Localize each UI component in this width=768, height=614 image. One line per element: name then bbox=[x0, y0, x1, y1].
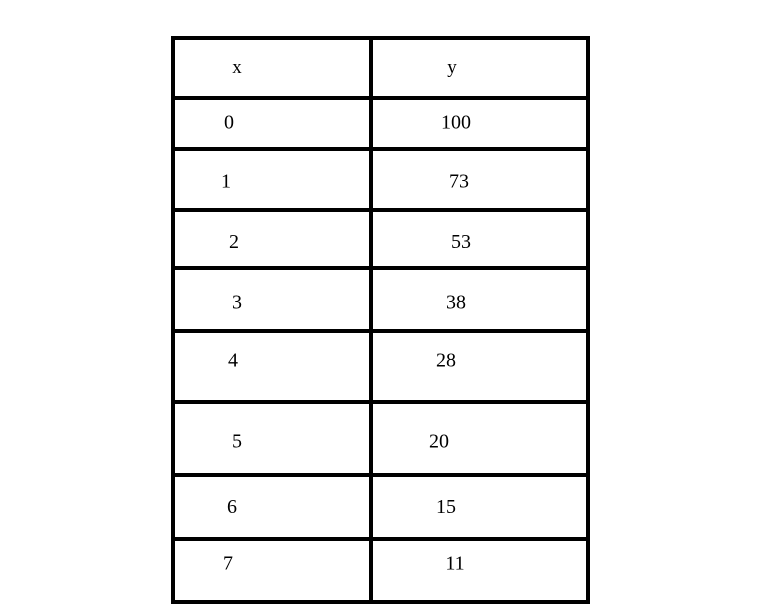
cell-y: 15 bbox=[436, 496, 456, 518]
cell-y: 53 bbox=[451, 231, 471, 253]
cell-y: 11 bbox=[445, 552, 465, 575]
column-header-x: x bbox=[232, 57, 242, 78]
cell-y: 28 bbox=[436, 349, 456, 372]
cell-y: 38 bbox=[446, 291, 466, 314]
cell-x: 4 bbox=[228, 349, 238, 372]
cell-x: 6 bbox=[227, 496, 237, 518]
cell-x: 5 bbox=[232, 430, 242, 453]
cell-y: 100 bbox=[441, 111, 471, 134]
table-cells bbox=[221, 57, 471, 575]
cell-y: 20 bbox=[429, 430, 449, 453]
cell-x: 1 bbox=[221, 170, 231, 193]
cell-x: 0 bbox=[224, 111, 234, 134]
cell-y: 73 bbox=[449, 170, 469, 193]
cell-x: 2 bbox=[229, 231, 239, 253]
column-header-y: y bbox=[447, 57, 457, 78]
cell-x: 7 bbox=[223, 552, 233, 575]
cell-x: 3 bbox=[232, 291, 242, 314]
